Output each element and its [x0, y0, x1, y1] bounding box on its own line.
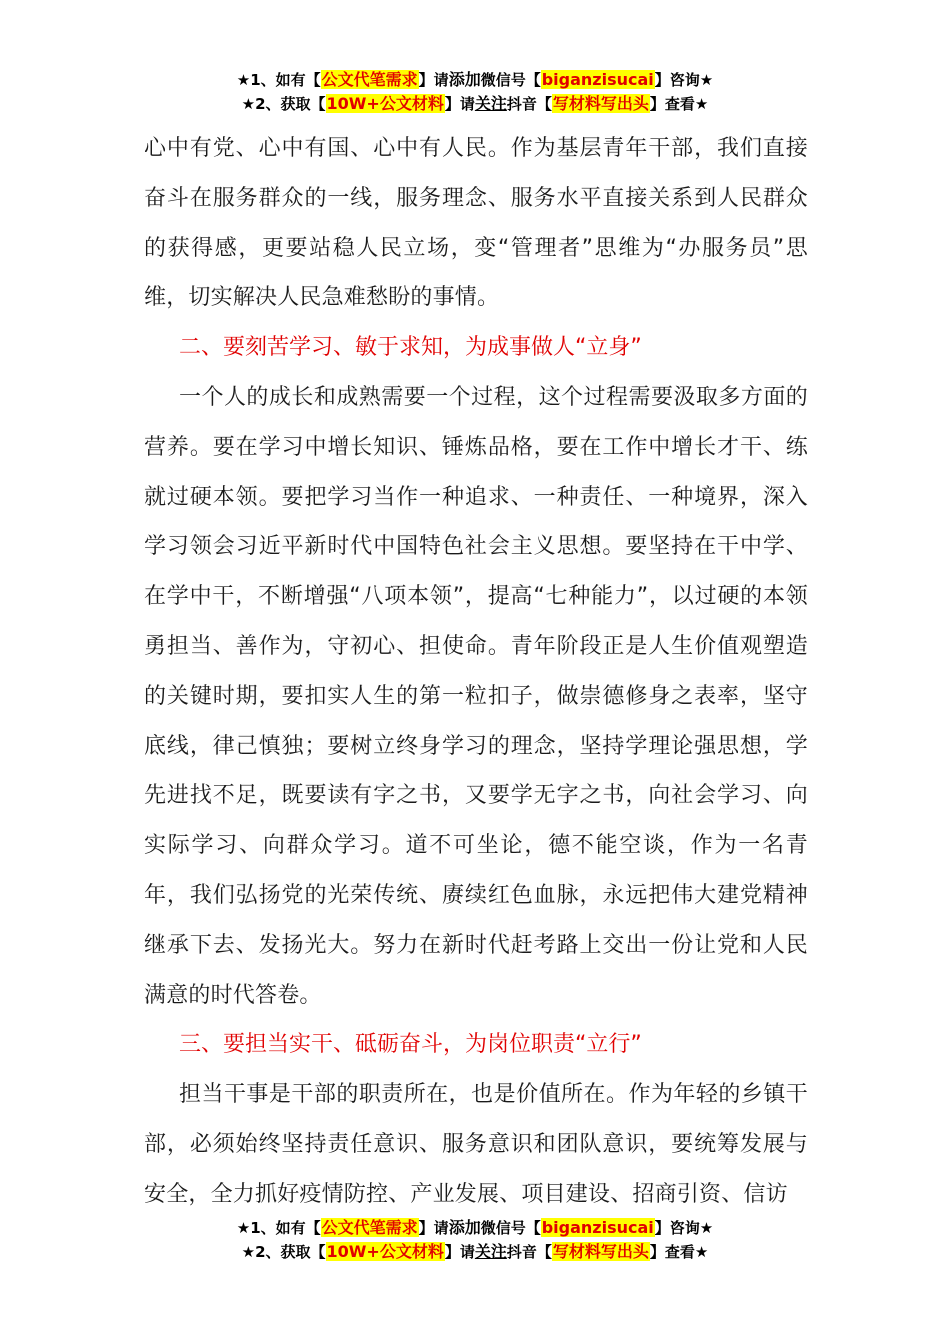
banner-emphasis: 关注: [474, 1242, 507, 1261]
paragraph-3: 担当干事是干部的职责所在，也是价值所在。作为年轻的乡镇干部，必须始终坚持责任意识、服务意识和团队意识，要统筹发展与安全，全力抓好疫情防控、产业发展、项目建设、招商引资、信访: [144, 1082, 808, 1207]
section-heading-2: 二、要刻苦学习、敏于求知，为成事做人“立身”: [179, 335, 642, 361]
banner-highlight: 公文代笔需求: [321, 70, 418, 89]
section-heading-3: 三、要担当实干、砥砺奋斗，为岗位职责“立行”: [179, 1032, 642, 1058]
banner-text: ★2、获取【: [241, 1243, 326, 1261]
banner-text: 抖音【: [506, 95, 552, 113]
banner-text: 抖音【: [506, 1243, 552, 1261]
banner-text: ★2、获取【: [241, 95, 326, 113]
banner-text: 】查看★: [649, 95, 709, 113]
header-banner: [0, 68, 950, 116]
banner-highlight: biganzisucai: [541, 70, 654, 89]
banner-text: 】查看★: [649, 1243, 709, 1261]
banner-emphasis: 添加: [448, 70, 481, 89]
banner-highlight: 写材料写出头: [552, 94, 649, 113]
banner-text: 】请: [444, 1243, 475, 1261]
banner-highlight: 10W+公文材料: [326, 1242, 444, 1261]
banner-line-1: [0, 1216, 950, 1240]
banner-line-2: [0, 92, 950, 116]
banner-text: 微信号【: [480, 71, 541, 89]
banner-text: 微信号【: [480, 1219, 541, 1237]
banner-text: ★1、如有【: [236, 71, 321, 89]
banner-emphasis: 关注: [474, 94, 507, 113]
banner-highlight: biganzisucai: [541, 1218, 654, 1237]
banner-line-1: [0, 68, 950, 92]
paragraph-2: 一个人的成长和成熟需要一个过程，这个过程需要汲取多方面的营养。要在学习中增长知识、锤炼品格，要在工作中增长才干、练就过硬本领。要把学习当作一种追求、一种责任、一种境界，深入学习领会习近平新时代中国特色社会主义思想。要坚持在干中学、在学中干，不断增强“八项本领”，提高“七种能力”，以过硬的本领勇担当、善作为，守初心、担使命。青年阶段正是人生价值观塑造的关键时期，要扣实人生的第一粒扣子，做崇德修身之表率，坚守底线，律己慎独；要树立终身学习的理念，坚持学理论强思想，学先进找不足，既要读有字之书，又要学无字之书，向社会学习、向实际学习、向群众学习。道不可坐论，德不能空谈，作为一名青年，我们弘扬党的光荣传统、赓续红色血脉，永远把伟大建党精神继承下去、发扬光大。努力在新时代赶考路上交出一份让党和人民满意的时代答卷。: [144, 384, 808, 1008]
banner-highlight: 公文代笔需求: [321, 1218, 418, 1237]
banner-text: 】请: [418, 1219, 449, 1237]
banner-text: 】咨询★: [654, 1219, 714, 1237]
document-body: [144, 124, 808, 1220]
banner-line-2: [0, 1240, 950, 1264]
footer-banner: [0, 1216, 950, 1264]
banner-highlight: 写材料写出头: [552, 1242, 649, 1261]
banner-text: 】咨询★: [654, 71, 714, 89]
paragraph-1: 心中有党、心中有国、心中有人民。作为基层青年干部，我们直接奋斗在服务群众的一线，服务理念、服务水平直接关系到人民群众的获得感，更要站稳人民立场，变“管理者”思维为“办服务员”思维，切实解决人民急难愁盼的事情。: [144, 136, 808, 311]
banner-text: 】请: [418, 71, 449, 89]
banner-emphasis: 添加: [448, 1218, 481, 1237]
banner-text: 】请: [444, 95, 475, 113]
banner-text: ★1、如有【: [236, 1219, 321, 1237]
banner-highlight: 10W+公文材料: [326, 94, 444, 113]
